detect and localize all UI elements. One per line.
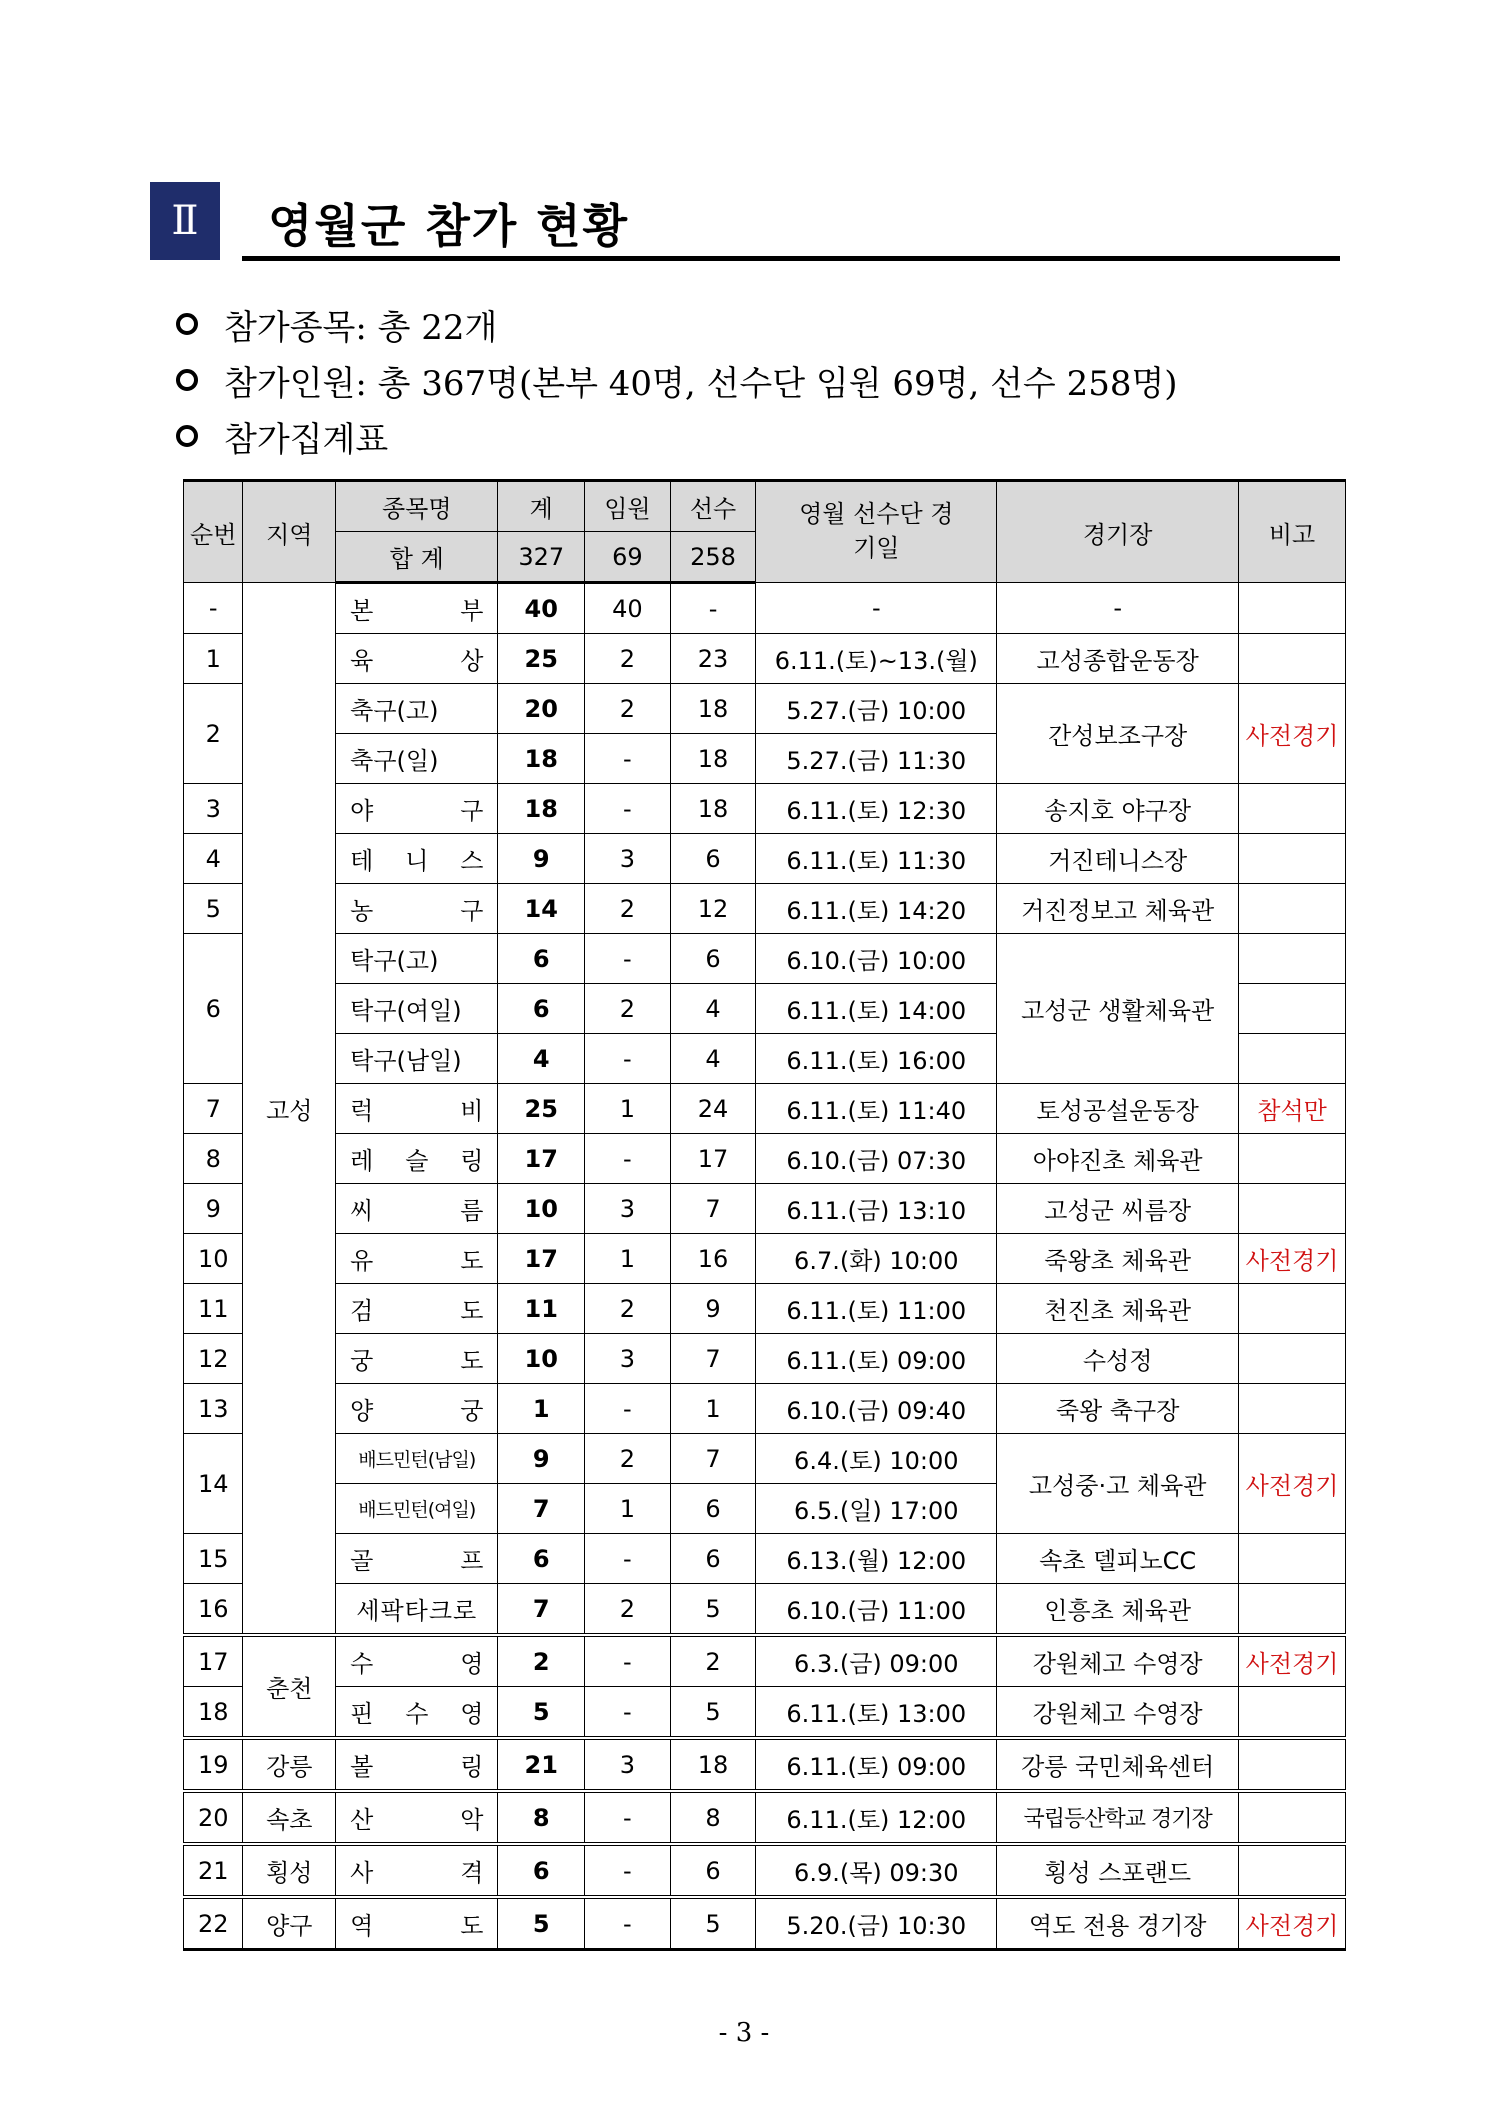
cell-total: 10: [498, 1184, 585, 1234]
cell-venue: 인흥초 체육관: [997, 1584, 1239, 1636]
cell-no: 18: [184, 1687, 243, 1739]
table-row: [184, 1084, 1346, 1134]
cell-athletes: 5: [670, 1687, 756, 1739]
cell-date: 6.10.(금) 07:30: [756, 1134, 997, 1184]
cell-event: 배드민턴(여일): [336, 1484, 498, 1534]
cell-no: 7: [184, 1084, 243, 1134]
cell-date: 6.11.(토) 09:00: [756, 1334, 997, 1384]
cell-no: 1: [184, 634, 243, 684]
cell-venue: 고성군 생활체육관: [997, 934, 1239, 1084]
cell-event: 농 구: [336, 884, 498, 934]
table-row: [184, 1844, 1346, 1897]
cell-no: 8: [184, 1134, 243, 1184]
cell-venue: 횡성 스포랜드: [997, 1844, 1239, 1897]
cell-athletes: 6: [670, 1484, 756, 1534]
cell-officials: -: [585, 1844, 671, 1897]
cell-total: 25: [498, 1084, 585, 1134]
cell-athletes: 23: [670, 634, 756, 684]
cell-no: 20: [184, 1791, 243, 1844]
cell-total: 2: [498, 1635, 585, 1687]
cell-no: 21: [184, 1844, 243, 1897]
bullet-text: 참가인원: 총 367명(본부 40명, 선수단 임원 69명, 선수 258명): [224, 363, 1178, 404]
cell-athletes: 24: [670, 1084, 756, 1134]
cell-note: [1239, 784, 1346, 834]
cell-date: 6.10.(금) 11:00: [756, 1584, 997, 1636]
cell-note: [1239, 634, 1346, 684]
cell-event: 골 프: [336, 1534, 498, 1584]
header-event: 종목명: [336, 481, 498, 532]
cell-note: [1239, 1034, 1346, 1084]
cell-date: 6.11.(토) 16:00: [756, 1034, 997, 1084]
cell-officials: -: [585, 1897, 671, 1950]
bullet-item: [176, 296, 1178, 352]
bullet-list: [176, 296, 1178, 464]
cell-no: 17: [184, 1635, 243, 1687]
cell-venue: 국립등산학교 경기장: [997, 1791, 1239, 1844]
cell-total: 6: [498, 1844, 585, 1897]
cell-officials: 1: [585, 1484, 671, 1534]
cell-no: 19: [184, 1738, 243, 1791]
cell-no: 5: [184, 884, 243, 934]
cell-total: 9: [498, 834, 585, 884]
cell-note: [1239, 1134, 1346, 1184]
cell-date: 6.11.(토) 14:00: [756, 984, 997, 1034]
cell-total: 18: [498, 734, 585, 784]
cell-athletes: 4: [670, 984, 756, 1034]
cell-note: 사전경기: [1239, 1897, 1346, 1950]
cell-total: 17: [498, 1234, 585, 1284]
cell-date: 6.4.(토) 10:00: [756, 1434, 997, 1484]
cell-date: 6.11.(금) 13:10: [756, 1184, 997, 1234]
cell-date: 5.27.(금) 10:00: [756, 684, 997, 734]
cell-date: 6.11.(토) 13:00: [756, 1687, 997, 1739]
cell-officials: 2: [585, 1434, 671, 1484]
cell-note: [1239, 1844, 1346, 1897]
section-title: 영월군 참가 현황: [268, 199, 630, 253]
cell-venue: 수성정: [997, 1334, 1239, 1384]
cell-event: 씨 름: [336, 1184, 498, 1234]
cell-venue: 간성보조구장: [997, 684, 1239, 784]
cell-no: 15: [184, 1534, 243, 1584]
cell-event: 축구(고): [336, 684, 498, 734]
cell-officials: 40: [585, 583, 671, 634]
cell-athletes: 6: [670, 934, 756, 984]
cell-total: 4: [498, 1034, 585, 1084]
cell-athletes: 1: [670, 1384, 756, 1434]
cell-venue: 거진테니스장: [997, 834, 1239, 884]
cell-date: 6.11.(토) 12:30: [756, 784, 997, 834]
cell-date: 6.9.(목) 09:30: [756, 1844, 997, 1897]
cell-athletes: 16: [670, 1234, 756, 1284]
cell-total: 21: [498, 1738, 585, 1791]
cell-total: 9: [498, 1434, 585, 1484]
cell-officials: 2: [585, 984, 671, 1034]
cell-no: 16: [184, 1584, 243, 1636]
table-row: [184, 1584, 1346, 1636]
cell-event: 사 격: [336, 1844, 498, 1897]
table-row: [184, 583, 1346, 634]
table-row: [184, 1284, 1346, 1334]
cell-region: 춘천: [243, 1635, 336, 1738]
cell-total: 6: [498, 984, 585, 1034]
sum-label: 합 계: [336, 532, 498, 583]
cell-total: 7: [498, 1584, 585, 1636]
table-row: [184, 1134, 1346, 1184]
cell-event: 배드민턴(남일): [336, 1434, 498, 1484]
cell-note: [1239, 583, 1346, 634]
cell-athletes: 18: [670, 1738, 756, 1791]
cell-officials: -: [585, 1034, 671, 1084]
cell-officials: -: [585, 1791, 671, 1844]
table-row: [184, 634, 1346, 684]
cell-total: 6: [498, 934, 585, 984]
cell-officials: 1: [585, 1234, 671, 1284]
sum-athletes: 258: [670, 532, 756, 583]
cell-note: [1239, 1384, 1346, 1434]
cell-no: 6: [184, 934, 243, 1084]
table-row: [184, 934, 1346, 984]
cell-venue: 아야진초 체육관: [997, 1134, 1239, 1184]
cell-date: 6.11.(토) 14:20: [756, 884, 997, 934]
cell-no: 22: [184, 1897, 243, 1950]
cell-note: 참석만: [1239, 1084, 1346, 1134]
table-row: [184, 1687, 1346, 1739]
cell-note: [1239, 934, 1346, 984]
cell-note: [1239, 1284, 1346, 1334]
cell-venue: 고성군 씨름장: [997, 1184, 1239, 1234]
cell-athletes: -: [670, 583, 756, 634]
circle-bullet-icon: [176, 425, 198, 447]
cell-date: 6.10.(금) 10:00: [756, 934, 997, 984]
sum-total: 327: [498, 532, 585, 583]
cell-note: [1239, 884, 1346, 934]
cell-total: 1: [498, 1384, 585, 1434]
cell-athletes: 6: [670, 1844, 756, 1897]
cell-athletes: 2: [670, 1635, 756, 1687]
cell-total: 8: [498, 1791, 585, 1844]
cell-athletes: 18: [670, 684, 756, 734]
page-number: - 3 -: [718, 2018, 770, 2048]
header-officials: 임원: [585, 481, 671, 532]
cell-date: 6.7.(화) 10:00: [756, 1234, 997, 1284]
cell-note: [1239, 1534, 1346, 1584]
cell-athletes: 4: [670, 1034, 756, 1084]
cell-no: 12: [184, 1334, 243, 1384]
cell-venue: 천진초 체육관: [997, 1284, 1239, 1334]
cell-total: 6: [498, 1534, 585, 1584]
cell-officials: 3: [585, 1738, 671, 1791]
circle-bullet-icon: [176, 369, 198, 391]
cell-date: -: [756, 583, 997, 634]
table-row: [184, 784, 1346, 834]
cell-officials: -: [585, 1384, 671, 1434]
cell-athletes: 17: [670, 1134, 756, 1184]
header-region: 지역: [243, 481, 336, 583]
bullet-item: [176, 408, 1178, 464]
cell-total: 10: [498, 1334, 585, 1384]
cell-athletes: 5: [670, 1584, 756, 1636]
cell-no: 3: [184, 784, 243, 834]
cell-venue: 강원체고 수영장: [997, 1635, 1239, 1687]
cell-officials: 3: [585, 1184, 671, 1234]
table-row: [184, 684, 1346, 734]
cell-total: 20: [498, 684, 585, 734]
table-row: [184, 1897, 1346, 1950]
cell-total: 18: [498, 784, 585, 834]
cell-date: 6.11.(토) 09:00: [756, 1738, 997, 1791]
cell-officials: 2: [585, 634, 671, 684]
cell-region: 횡성: [243, 1844, 336, 1897]
cell-date: 6.11.(토) 11:00: [756, 1284, 997, 1334]
cell-event: 양 궁: [336, 1384, 498, 1434]
header-note: 비고: [1239, 481, 1346, 583]
table-row: [184, 1234, 1346, 1284]
cell-officials: -: [585, 1134, 671, 1184]
cell-event: 볼 링: [336, 1738, 498, 1791]
cell-note: [1239, 1584, 1346, 1636]
cell-athletes: 6: [670, 1534, 756, 1584]
cell-no: -: [184, 583, 243, 634]
cell-venue: 강릉 국민체육센터: [997, 1738, 1239, 1791]
cell-event: 궁 도: [336, 1334, 498, 1384]
cell-date: 5.27.(금) 11:30: [756, 734, 997, 784]
cell-officials: -: [585, 1635, 671, 1687]
title-underline: [242, 256, 1340, 261]
cell-note: 사전경기: [1239, 684, 1346, 784]
cell-note: [1239, 834, 1346, 884]
cell-athletes: 12: [670, 884, 756, 934]
cell-event: 야 구: [336, 784, 498, 834]
table-row: [184, 1791, 1346, 1844]
cell-venue: 속초 델피노CC: [997, 1534, 1239, 1584]
cell-officials: 1: [585, 1084, 671, 1134]
cell-venue: 송지호 야구장: [997, 784, 1239, 834]
cell-note: [1239, 1791, 1346, 1844]
table-row: [184, 1534, 1346, 1584]
cell-venue: 고성종합운동장: [997, 634, 1239, 684]
participation-table: [183, 479, 1346, 1951]
cell-venue: 토성공설운동장: [997, 1084, 1239, 1134]
cell-officials: -: [585, 734, 671, 784]
cell-officials: 3: [585, 1334, 671, 1384]
cell-venue: 죽왕초 체육관: [997, 1234, 1239, 1284]
table-row: [184, 1334, 1346, 1384]
cell-event: 검 도: [336, 1284, 498, 1334]
cell-officials: 2: [585, 1284, 671, 1334]
cell-officials: -: [585, 1687, 671, 1739]
cell-no: 14: [184, 1434, 243, 1534]
cell-athletes: 18: [670, 784, 756, 834]
cell-venue: 거진정보고 체육관: [997, 884, 1239, 934]
cell-event: 레 슬 링: [336, 1134, 498, 1184]
cell-total: 5: [498, 1897, 585, 1950]
cell-event: 핀 수 영: [336, 1687, 498, 1739]
cell-no: 2: [184, 684, 243, 784]
cell-event: 육 상: [336, 634, 498, 684]
cell-athletes: 5: [670, 1897, 756, 1950]
cell-officials: 2: [585, 884, 671, 934]
bullet-text: 참가집계표: [224, 419, 389, 460]
cell-athletes: 7: [670, 1184, 756, 1234]
cell-note: [1239, 1738, 1346, 1791]
cell-date: 6.13.(월) 12:00: [756, 1534, 997, 1584]
cell-note: [1239, 1184, 1346, 1234]
section-number-box: Ⅱ: [150, 182, 220, 260]
cell-total: 11: [498, 1284, 585, 1334]
cell-event: 본 부: [336, 583, 498, 634]
cell-athletes: 8: [670, 1791, 756, 1844]
table-row: [184, 1434, 1346, 1484]
header-athletes: 선수: [670, 481, 756, 532]
cell-total: 5: [498, 1687, 585, 1739]
cell-event: 탁구(고): [336, 934, 498, 984]
header-venue: 경기장: [997, 481, 1239, 583]
header-total: 계: [498, 481, 585, 532]
cell-region: 속초: [243, 1791, 336, 1844]
cell-note: 사전경기: [1239, 1434, 1346, 1534]
cell-venue: 고성중·고 체육관: [997, 1434, 1239, 1534]
bullet-item: [176, 352, 1178, 408]
bullet-text: 참가종목: 총 22개: [224, 307, 498, 348]
cell-date: 6.11.(토)~13.(월): [756, 634, 997, 684]
cell-region: 고성: [243, 583, 336, 1636]
cell-event: 역 도: [336, 1897, 498, 1950]
cell-total: 25: [498, 634, 585, 684]
section-header: [150, 182, 1340, 262]
sum-officials: 69: [585, 532, 671, 583]
cell-venue: 역도 전용 경기장: [997, 1897, 1239, 1950]
cell-no: 10: [184, 1234, 243, 1284]
table-row: [184, 834, 1346, 884]
cell-venue: 죽왕 축구장: [997, 1384, 1239, 1434]
cell-event: 테 니 스: [336, 834, 498, 884]
cell-total: 40: [498, 583, 585, 634]
cell-date: 6.5.(일) 17:00: [756, 1484, 997, 1534]
cell-venue: 강원체고 수영장: [997, 1687, 1239, 1739]
cell-event: 탁구(남일): [336, 1034, 498, 1084]
cell-note: [1239, 1334, 1346, 1384]
cell-note: [1239, 1687, 1346, 1739]
cell-athletes: 7: [670, 1334, 756, 1384]
cell-officials: 3: [585, 834, 671, 884]
header-date: 영월 선수단 경기일: [756, 481, 997, 583]
cell-date: 6.11.(토) 11:30: [756, 834, 997, 884]
table-row: [184, 1384, 1346, 1434]
cell-officials: -: [585, 784, 671, 834]
cell-officials: 2: [585, 684, 671, 734]
header-row: [184, 481, 1346, 532]
header-no: 순번: [184, 481, 243, 583]
cell-region: 양구: [243, 1897, 336, 1950]
table-row: [184, 1738, 1346, 1791]
cell-no: 11: [184, 1284, 243, 1334]
cell-venue: -: [997, 583, 1239, 634]
cell-officials: -: [585, 1534, 671, 1584]
cell-no: 9: [184, 1184, 243, 1234]
cell-event: 수 영: [336, 1635, 498, 1687]
cell-total: 17: [498, 1134, 585, 1184]
cell-date: 6.11.(토) 12:00: [756, 1791, 997, 1844]
cell-date: 6.10.(금) 09:40: [756, 1384, 997, 1434]
cell-date: 6.11.(토) 11:40: [756, 1084, 997, 1134]
table-row: [184, 1184, 1346, 1234]
cell-event: 산 악: [336, 1791, 498, 1844]
cell-athletes: 7: [670, 1434, 756, 1484]
table-row: [184, 884, 1346, 934]
cell-officials: -: [585, 934, 671, 984]
cell-note: [1239, 984, 1346, 1034]
cell-event: 유 도: [336, 1234, 498, 1284]
cell-athletes: 9: [670, 1284, 756, 1334]
circle-bullet-icon: [176, 313, 198, 335]
cell-date: 5.20.(금) 10:30: [756, 1897, 997, 1950]
table-row: [184, 1635, 1346, 1687]
cell-no: 4: [184, 834, 243, 884]
cell-event: 탁구(여일): [336, 984, 498, 1034]
cell-athletes: 18: [670, 734, 756, 784]
cell-note: 사전경기: [1239, 1635, 1346, 1687]
cell-event: 럭 비: [336, 1084, 498, 1134]
cell-event: 축구(일): [336, 734, 498, 784]
cell-note: 사전경기: [1239, 1234, 1346, 1284]
cell-athletes: 6: [670, 834, 756, 884]
cell-no: 13: [184, 1384, 243, 1434]
cell-date: 6.3.(금) 09:00: [756, 1635, 997, 1687]
cell-total: 14: [498, 884, 585, 934]
cell-total: 7: [498, 1484, 585, 1534]
cell-event: 세팍타크로: [336, 1584, 498, 1636]
cell-region: 강릉: [243, 1738, 336, 1791]
cell-officials: 2: [585, 1584, 671, 1636]
